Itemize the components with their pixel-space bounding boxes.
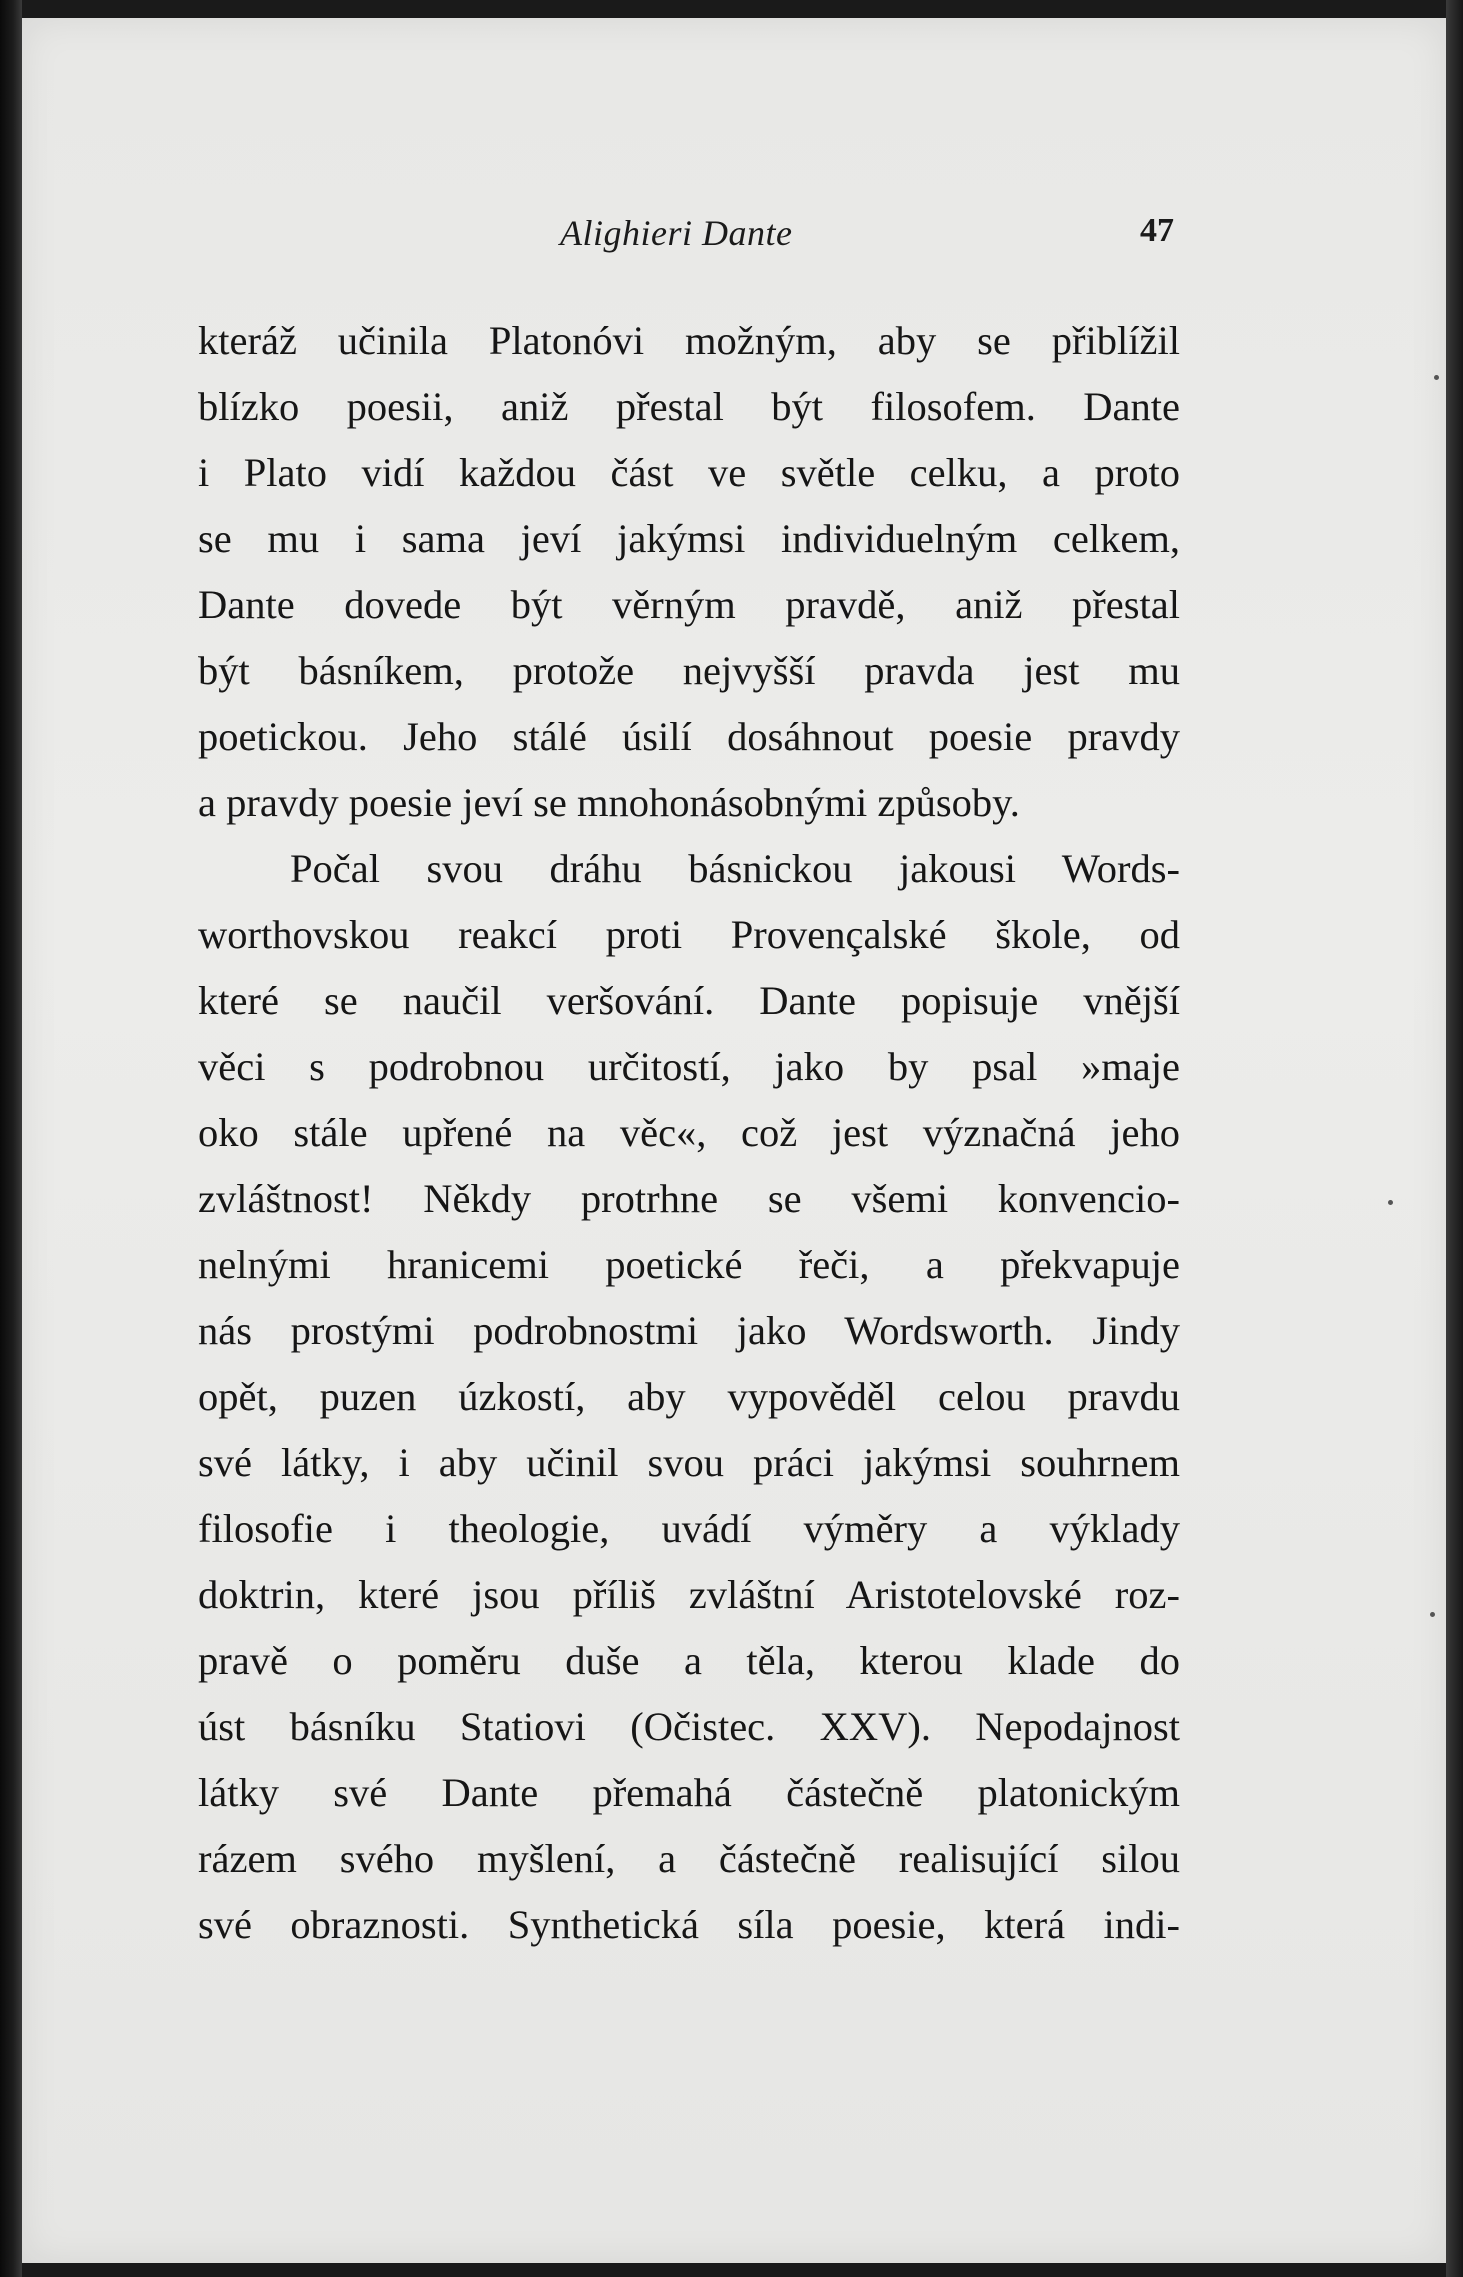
text-line: úst básníku Statiovi (Očistec. XXV). Nepodajnost xyxy=(198,1704,1180,1749)
text-line: i Plato vidí každou část ve světle celku, a proto xyxy=(198,450,1180,495)
text-line: nelnými hranicemi poetické řeči, a překvapuje xyxy=(198,1242,1180,1287)
text-line: a pravdy poesie jeví se mnohonásobnými způsoby. xyxy=(198,780,1020,825)
text-line: které se naučil veršování. Dante popisuje vnější xyxy=(198,978,1180,1023)
text-line: Dante dovede být věrným pravdě, aniž přestal xyxy=(198,582,1180,627)
left-page-edge xyxy=(0,0,22,2277)
text-line: opět, puzen úzkostí, aby vypověděl celou pravdu xyxy=(198,1374,1180,1419)
body-text xyxy=(198,308,1180,1958)
text-line: látky své Dante přemahá částečně platonickým xyxy=(198,1770,1180,1815)
text-line: Počal svou dráhu básnickou jakousi Words- xyxy=(290,846,1180,891)
page-number: 47 xyxy=(1140,212,1174,249)
text-line: worthovskou reakcí proti Provençalské škole, od xyxy=(198,912,1180,957)
paper-speck xyxy=(1430,1612,1435,1617)
paper-speck xyxy=(1388,1200,1393,1205)
text-line: se mu i sama jeví jakýmsi individuelným celkem, xyxy=(198,516,1180,561)
text-line: pravě o poměru duše a těla, kterou klade do xyxy=(198,1638,1180,1683)
text-line: oko stále upřené na věc«, což jest význačná jeho xyxy=(198,1110,1180,1155)
text-line: blízko poesii, aniž přestal být filosofem. Dante xyxy=(198,384,1180,429)
text-line: být básníkem, protože nejvyšší pravda jest mu xyxy=(198,648,1180,693)
text-line: kteráž učinila Platonóvi možným, aby se přiblížil xyxy=(198,318,1180,363)
text-line: věci s podrobnou určitostí, jako by psal »maje xyxy=(198,1044,1180,1089)
text-line: rázem svého myšlení, a částečně realisující silou xyxy=(198,1836,1180,1881)
text-line: doktrin, které jsou příliš zvláštní Aristotelovské roz- xyxy=(198,1572,1180,1617)
paragraph-2 xyxy=(198,836,1180,1958)
text-line: filosofie i theologie, uvádí výměry a výklady xyxy=(198,1506,1180,1551)
running-title: Alighieri Dante xyxy=(560,213,793,253)
text-line: zvláštnost! Někdy protrhne se všemi konvencio- xyxy=(198,1176,1180,1221)
text-line: nás prostými podrobnostmi jako Wordsworth. Jindy xyxy=(198,1308,1180,1353)
paper-speck xyxy=(1434,375,1439,380)
text-line: své látky, i aby učinil svou práci jakýmsi souhrnem xyxy=(198,1440,1180,1485)
paragraph-1 xyxy=(198,308,1180,836)
right-page-edge xyxy=(1446,0,1463,2277)
text-line: poetickou. Jeho stálé úsilí dosáhnout poesie pravdy xyxy=(198,714,1180,759)
text-line: své obraznosti. Synthetická síla poesie, která indi- xyxy=(198,1902,1180,1947)
